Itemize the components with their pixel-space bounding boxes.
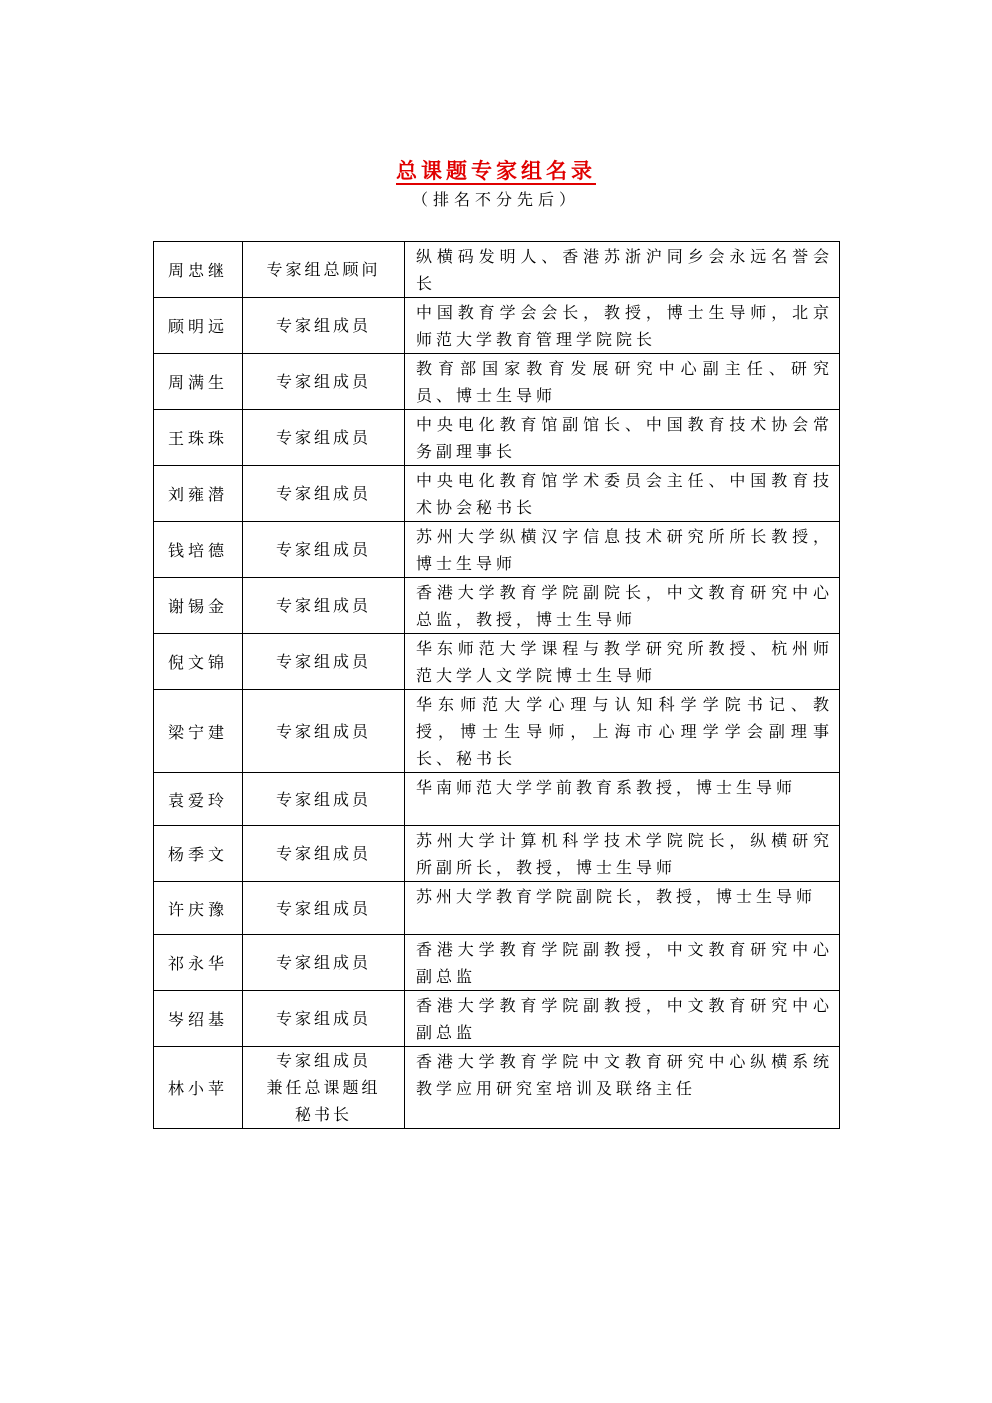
member-role-line: 专家组成员 (275, 316, 371, 335)
table-row (154, 298, 840, 354)
member-name: 祁永华 (154, 935, 243, 991)
member-description: 中央电化教育馆学术委员会主任、中国教育技术协会秘书长 (405, 466, 840, 522)
member-name: 钱培德 (154, 522, 243, 578)
member-role-line: 专家组成员 (275, 652, 371, 671)
table-row (154, 991, 840, 1047)
member-description: 中央电化教育馆副馆长、中国教育技术协会常务副理事长 (405, 410, 840, 466)
member-name: 顾明远 (154, 298, 243, 354)
member-role-line: 专家组成员 (275, 428, 371, 447)
table-row (154, 242, 840, 298)
member-role-line: 专家组成员 (275, 898, 371, 918)
member-role-line: 专家组成员 (275, 844, 371, 863)
member-role (243, 773, 405, 826)
expert-roster-table (153, 241, 840, 1129)
table-row (154, 522, 840, 578)
member-role-line: 专家组成员 (275, 596, 371, 615)
member-role-line: 秘书长 (294, 1105, 352, 1124)
table-row (154, 354, 840, 410)
document-subtitle: （排名不分先后） (411, 190, 580, 209)
member-role-line: 专家组成员 (275, 1051, 371, 1070)
member-description: 香港大学教育学院中文教育研究中心纵横系统教学应用研究室培训及联络主任 (405, 1047, 840, 1129)
member-name: 林小苹 (154, 1047, 243, 1129)
member-name: 袁爱玲 (154, 773, 243, 826)
member-role (243, 882, 405, 935)
table-row (154, 690, 840, 773)
table-row (154, 578, 840, 634)
member-role-line: 专家组成员 (275, 540, 371, 559)
member-role-line: 兼任总课题组 (266, 1078, 381, 1097)
document-title (0, 155, 992, 185)
table-row (154, 882, 840, 935)
member-name: 谢锡金 (154, 578, 243, 634)
member-role (243, 690, 405, 773)
table-row (154, 935, 840, 991)
table-row (154, 1047, 840, 1129)
table-row (154, 634, 840, 690)
table-row (154, 410, 840, 466)
expert-roster-body (154, 242, 840, 1129)
member-role (243, 578, 405, 634)
member-description: 教育部国家教育发展研究中心副主任、研究员、博士生导师 (405, 354, 840, 410)
member-name: 倪文锦 (154, 634, 243, 690)
member-name: 刘雍潜 (154, 466, 243, 522)
member-description: 华东师范大学课程与教学研究所教授、杭州师范大学人文学院博士生导师 (405, 634, 840, 690)
member-description: 香港大学教育学院副教授，中文教育研究中心副总监 (405, 935, 840, 991)
member-role (243, 826, 405, 882)
member-description: 中国教育学会会长，教授，博士生导师，北京师范大学教育管理学院院长 (405, 298, 840, 354)
member-role-line: 专家组成员 (275, 789, 371, 809)
member-role (243, 522, 405, 578)
member-description: 香港大学教育学院副教授，中文教育研究中心副总监 (405, 991, 840, 1047)
member-description: 苏州大学计算机科学技术学院院长，纵横研究所副所长，教授，博士生导师 (405, 826, 840, 882)
member-name: 周满生 (154, 354, 243, 410)
member-description: 华南师范大学学前教育系教授，博士生导师 (405, 773, 840, 826)
member-name: 岑绍基 (154, 991, 243, 1047)
member-role-line: 专家组总顾问 (266, 260, 381, 279)
member-description: 苏州大学纵横汉字信息技术研究所所长教授，博士生导师 (405, 522, 840, 578)
member-role-line: 专家组成员 (275, 372, 371, 391)
member-role-line: 专家组成员 (275, 953, 371, 972)
member-role (243, 991, 405, 1047)
table-row (154, 466, 840, 522)
member-role-line: 专家组成员 (275, 721, 371, 741)
member-role-line: 专家组成员 (275, 484, 371, 503)
member-name: 王珠珠 (154, 410, 243, 466)
member-name: 梁宁建 (154, 690, 243, 773)
member-role-line: 专家组成员 (275, 1009, 371, 1028)
member-role (243, 1047, 405, 1129)
member-role (243, 466, 405, 522)
member-role (243, 935, 405, 991)
member-role (243, 634, 405, 690)
document-title-text: 总课题专家组名录 (396, 158, 596, 183)
member-role (243, 298, 405, 354)
member-role (243, 242, 405, 298)
member-description: 香港大学教育学院副院长，中文教育研究中心总监，教授，博士生导师 (405, 578, 840, 634)
table-row (154, 826, 840, 882)
member-role (243, 410, 405, 466)
member-description: 华东师范大学心理与认知科学学院书记、教授，博士生导师，上海市心理学学会副理事长、秘书长 (405, 690, 840, 773)
table-row (154, 773, 840, 826)
member-name: 许庆豫 (154, 882, 243, 935)
member-role (243, 354, 405, 410)
member-description: 苏州大学教育学院副院长，教授，博士生导师 (405, 882, 840, 935)
member-name: 杨季文 (154, 826, 243, 882)
member-description: 纵横码发明人、香港苏浙沪同乡会永远名誉会长 (405, 242, 840, 298)
member-name: 周忠继 (154, 242, 243, 298)
